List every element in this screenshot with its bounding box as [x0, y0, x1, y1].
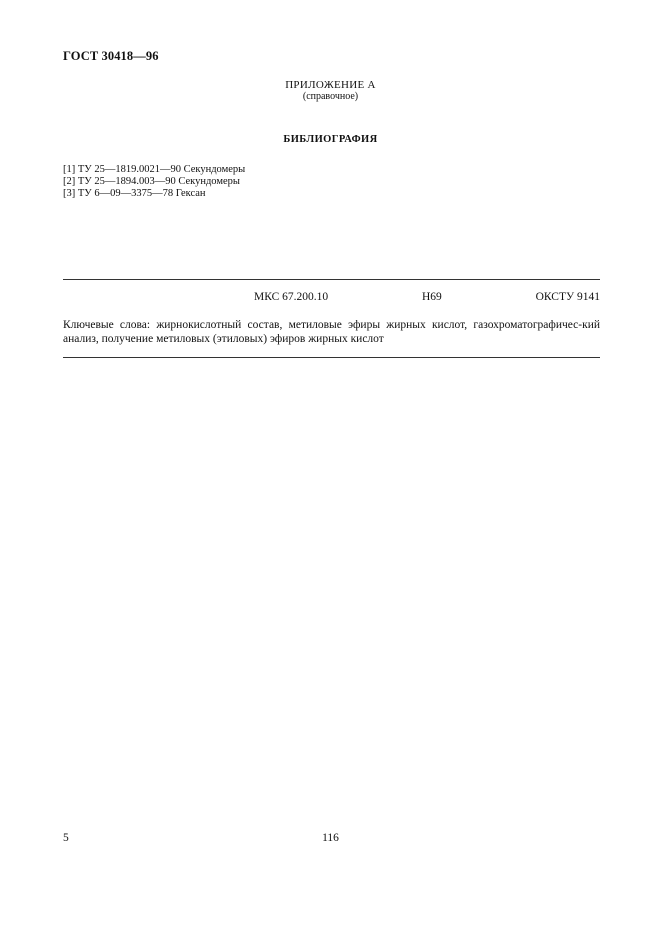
bibliography-title: БИБЛИОГРАФИЯ [283, 134, 378, 145]
bibliography-list [63, 164, 245, 200]
bibliography-item: [2] ТУ 25—1894.003—90 Секундомеры [63, 176, 240, 187]
divider-bottom [63, 357, 600, 358]
bibliography-item: [1] ТУ 25—1819.0021—90 Секундомеры [63, 164, 246, 175]
okstu-code: ОКСТУ 9141 [535, 291, 600, 303]
divider-top [63, 279, 600, 280]
bibliography-item: [3] ТУ 6—09—3375—78 Гексан [63, 188, 206, 199]
annex-subtitle: (справочное) [302, 91, 359, 102]
page-number-center: 116 [322, 832, 339, 844]
page-number-left: 5 [63, 832, 69, 844]
mks-code: МКС 67.200.10 [254, 291, 329, 303]
keywords-text: Ключевые слова: жирнокислотный состав, метиловые эфиры жирных кислот, газохроматографичес-кий анализ, получение метиловых (этиловых) эфиров жирных кислот [63, 319, 600, 345]
annex-title: ПРИЛОЖЕНИЕ А [285, 79, 376, 91]
group-code: Н69 [422, 291, 442, 303]
standard-code: ГОСТ 30418—96 [63, 49, 159, 63]
